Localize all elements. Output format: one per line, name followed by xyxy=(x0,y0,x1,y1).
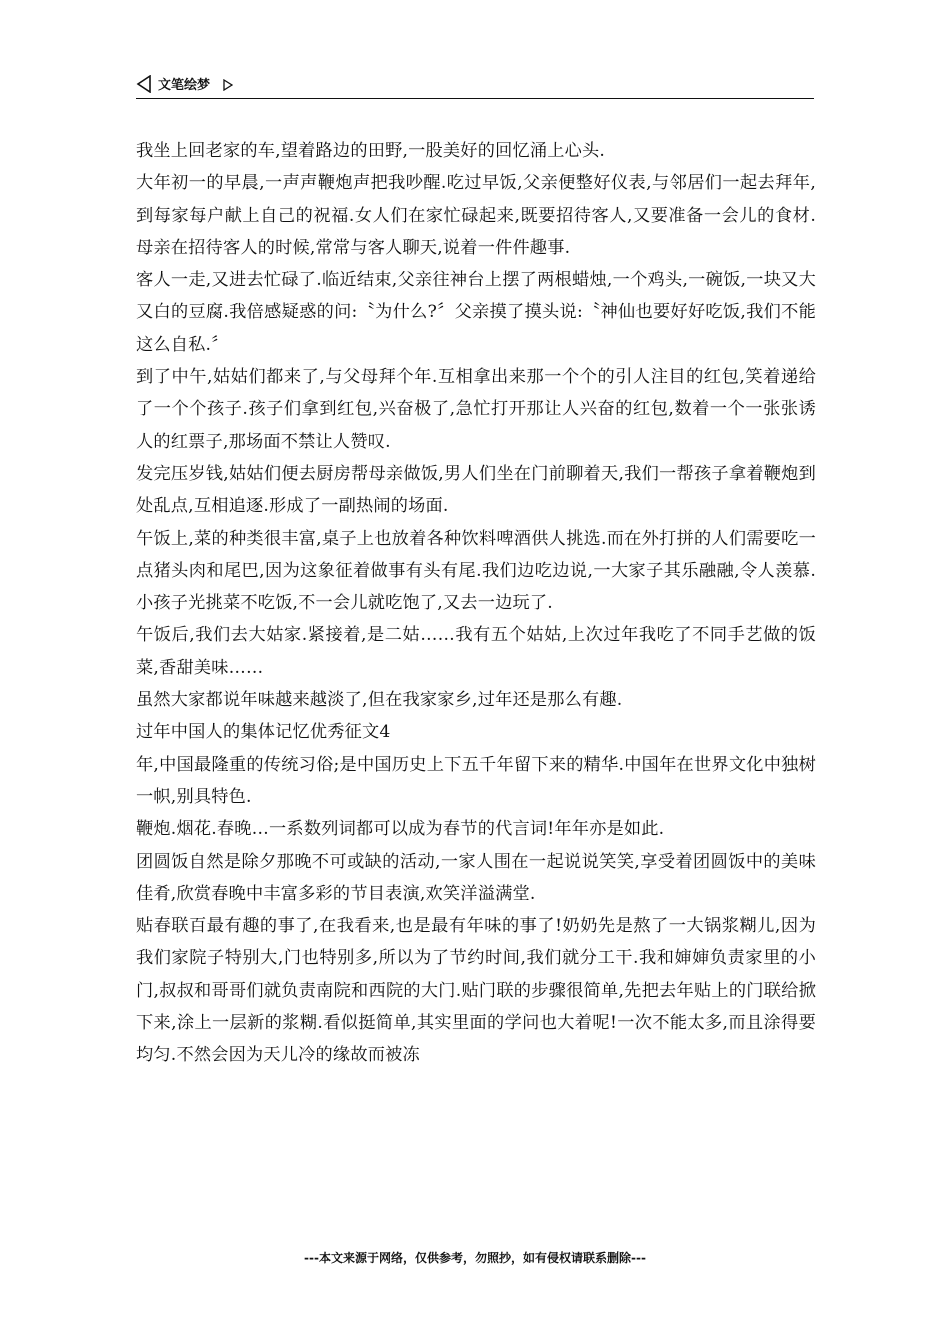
right-triangle-icon xyxy=(223,76,233,95)
paragraph-altar: 客人一走,又进去忙碌了.临近结束,父亲往神台上摆了两根蜡烛,一个鸡头,一碗饭,一块又大又白的豆腐.我倍感疑惑的问:〝为什么?〞父亲摸了摸头说:〝神仙也要好好吃饭,我们不能这么自私.〞 xyxy=(136,270,816,355)
paragraph-aunts: 午饭后,我们去大姑家.紧接着,是二姑……我有五个姑姑,上次过年我吃了不同手艺做的饭菜,香甜美味…… xyxy=(136,625,816,678)
paragraph-lunch: 午饭上,菜的种类很丰富,桌子上也放着各种饮料啤酒供人挑选.而在外打拼的人们需要吃一点猪头肉和尾巴,因为这象征着做事有头有尾.我们边吃边说,一大家子其乐融融,令人羡慕.小孩子光挑菜不吃饭,不一会儿就吃饱了,又去一边玩了. xyxy=(136,528,816,614)
paragraph-symbols: 鞭炮.烟花.春晚…一系数列词都可以成为春节的代言词!年年亦是如此. xyxy=(136,819,665,840)
paragraph-firecrackers: 发完压岁钱,姑姑们便去厨房帮母亲做饭,男人们坐在门前聊着天,我们一帮孩子拿着鞭炮到处乱点,互相追逐.形成了一副热闹的场面. xyxy=(136,463,816,517)
paragraph-conclusion: 虽然大家都说年味越来越淡了,但在我家家乡,过年还是那么有趣. xyxy=(136,690,623,711)
paragraph-couplets: 贴春联百最有趣的事了,在我看来,也是最有年味的事了!奶奶先是熬了一大锅浆糊儿,因为我们家院子特别大,门也特别多,所以为了节约时间,我们就分工干.我和婶婶负责家里的小门,叔叔和哥哥们就负责南院和西院的大门.贴门联的步骤很简单,先把去年贴上的门联给掀下来,涂上一层新的浆糊.看似挺简单,其实里面的学问也大着呢!一次不能太多,而且涂得要均匀.不然会因为天儿冷的缘故而被冻 xyxy=(136,916,816,1066)
page-header xyxy=(136,72,814,99)
article-body xyxy=(136,135,816,1072)
copyright-notice: ---本文来源于网络，仅供参考，勿照抄，如有侵权请联系删除--- xyxy=(304,1251,646,1265)
brand-name: 文笔绘梦 xyxy=(158,78,211,93)
paragraph-reunion-dinner: 团圆饭自然是除夕那晚不可或缺的活动,一家人围在一起说说笑笑,享受着团圆饭中的美味佳肴,欣赏春晚中丰富多彩的节目表演,欢笑洋溢满堂. xyxy=(136,851,816,904)
section-heading: 过年中国人的集体记忆优秀征文4 xyxy=(136,722,391,743)
paragraph-intro: 我坐上回老家的车,望着路边的田野,一股美好的回忆涌上心头. xyxy=(136,141,606,161)
paragraph-red-envelopes: 到了中午,姑姑们都来了,与父母拜个年.互相拿出来那一个个的引人注目的红包,笑着递给了一个个孩子.孩子们拿到红包,兴奋极了,急忙打开那让人兴奋的红包,数着一个一张张诱人的红票子,那场面不禁让人赞叹. xyxy=(136,367,816,452)
paragraph-new-year-morning: 大年初一的早晨,一声声鞭炮声把我吵醒.吃过早饭,父亲便整好仪表,与邻居们一起去拜年,到每家每户献上自己的祝福.女人们在家忙碌起来,既要招待客人,又要准备一会儿的食材.母亲在招待客人的时候,常常与客人聊天,说着一件件趣事. xyxy=(136,173,816,258)
paragraph-tradition: 年,中国最隆重的传统习俗;是中国历史上下五千年留下来的精华.中国年在世界文化中独树一帜,别具特色. xyxy=(136,754,816,807)
